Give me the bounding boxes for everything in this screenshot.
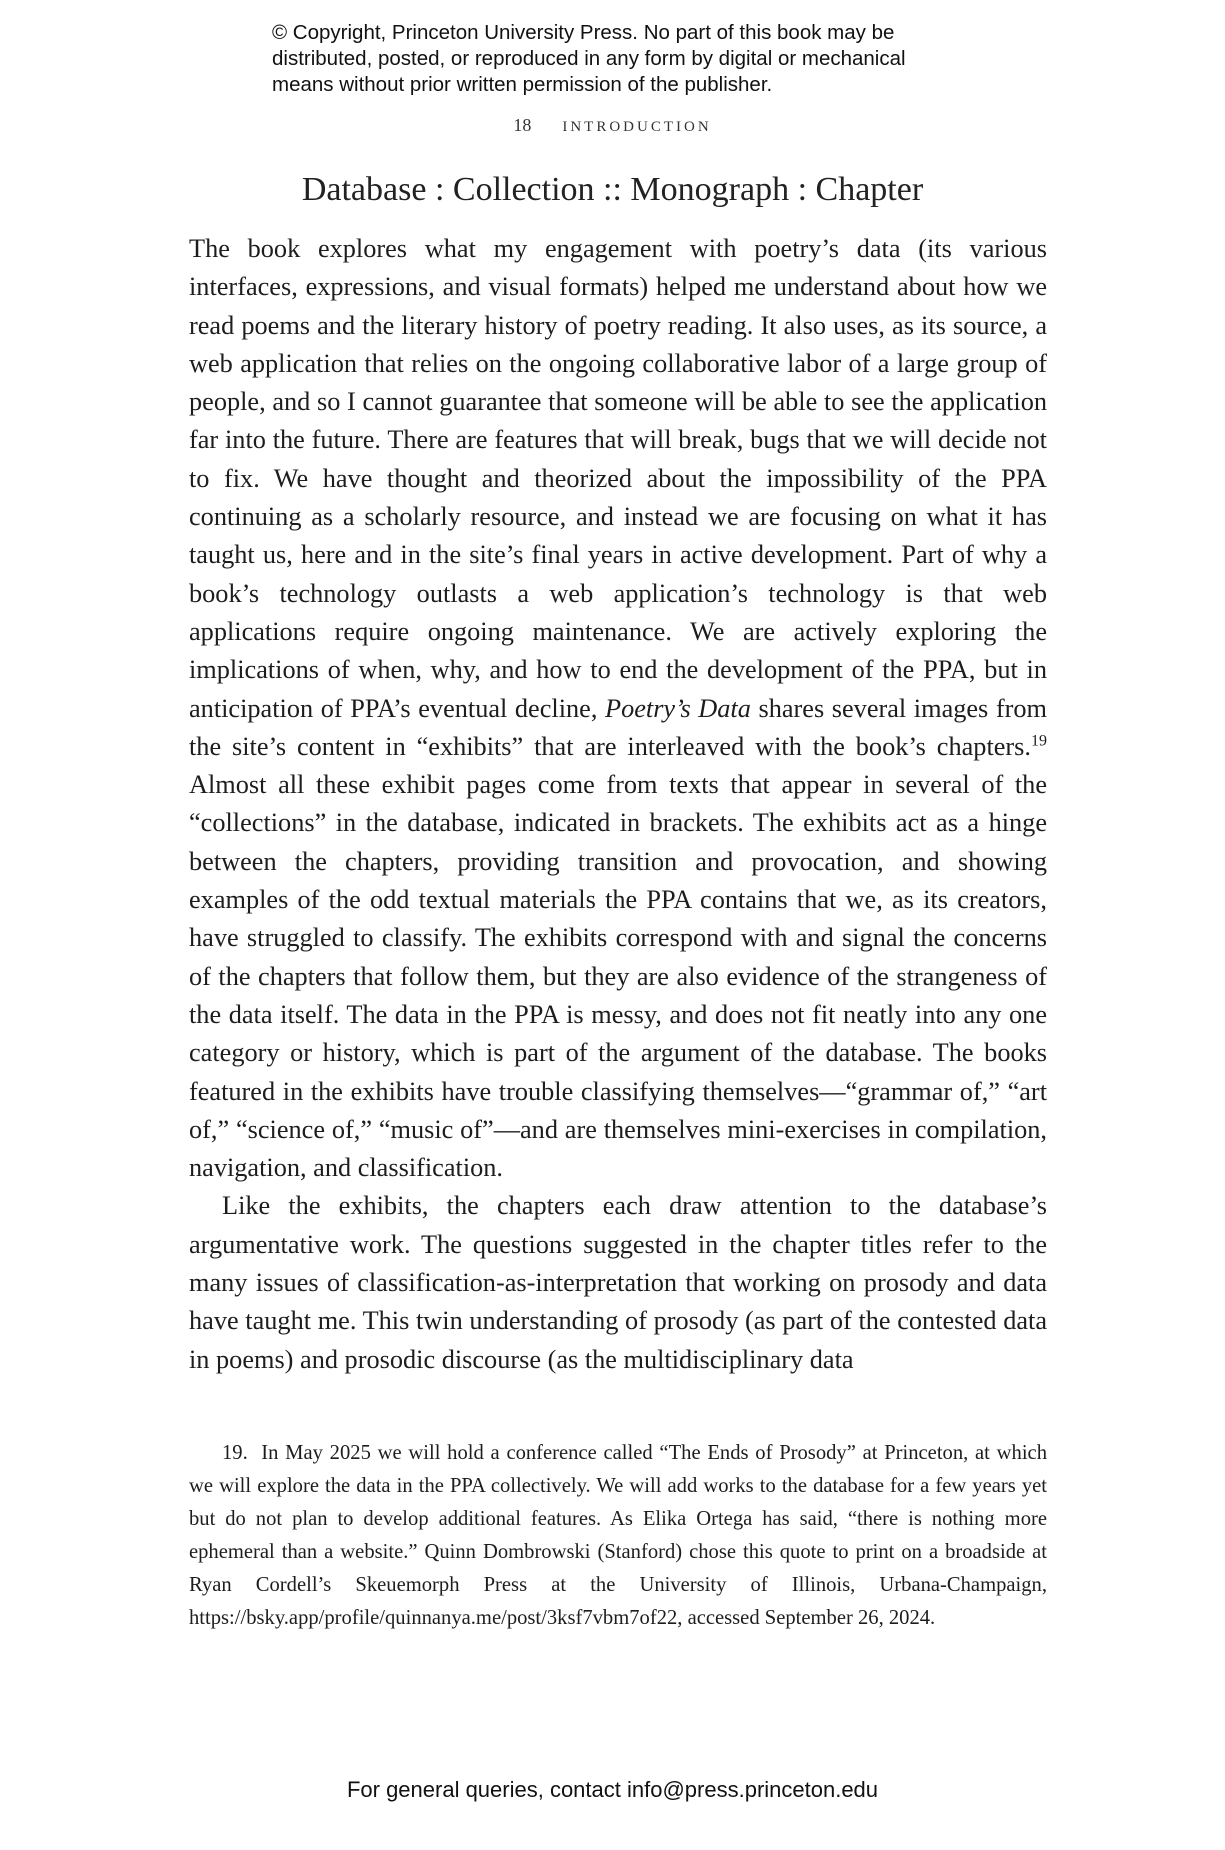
paragraph-2: Like the exhibits, the chapters each draw attention to the database’s argumentative work. The questions suggested in the chapter titles refer to the many issues of classification-as-interpretation that working on prosody and data have taught me. This twin understanding of prosody (as part of the contested data in poems) and prosodic discourse (as the multidisciplinary data [189,1191,1047,1374]
footnote-text: In May 2025 we will hold a conference called “The Ends of Prosody” at Princeton, at which we will explore the data in the PPA collectively. We will add works to the database for a few years yet but do not plan to develop additional features. As Elika Ortega has said, “there is nothing more ephemeral than a website.” Quinn Dombrowski (Stanford) chose this quote to print on a broadside at Ryan Cordell’s Skeuemorph Press at the University of Illinois, Urbana-Champaign, https://bsky.app/profile/quinnanya.me/post/3ksf7vbm7of22, accessed September 26, 2024. [189,1442,1047,1629]
section-title: Database : Collection :: Monograph : Chapter [301,171,924,208]
copyright-notice: © Copyright, Princeton University Press. No part of this book may be distributed, posted, or reproduced in any form by digital or mechanical means without prior written permission of the publisher. [272,21,906,96]
paragraph-1-text-a: The book explores what my engagement with poetry’s data (its various interfaces, expressions, and visual formats) helped me understand about how we read poems and the literary history of poetry reading. It also uses, as its source, a web application that relies on the ongoing collaborative labor of a large group of people, and so I cannot guarantee that someone will be able to see the application far into the future. There are features that will break, bugs that we will decide not to fix. We have thought and theorized about the impossibility of the PPA continuing as a scholarly resource, and instead we are focusing on what it has taught us, here and in the site’s final years in active development. Part of why a book’s technology outlasts a web application’s technology is that web applications require ongoing maintenance. We are actively exploring the implications of when, why, and how to end the development of the PPA, but in anticipation of PPA’s eventual decline, [189,234,1047,723]
footer-contact: For general queries, contact info@press.princeton.edu [346,1777,879,1802]
book-title-italic: Poetry’s Data [605,693,751,723]
paragraph-1 [189,230,1047,1187]
paragraph-1-text-b: shares several images from the site’s content in “exhibits” that are interleaved with the book’s chapters. [189,693,1047,761]
running-head-title: introduction [562,112,712,136]
paragraph-1-text-c: Almost all these exhibit pages come from texts that appear in several of the “collections” in the database, indicated in brackets. The exhibits act as a hinge between the chapters, providing transition and provocation, and showing examples of the odd textual materials the PPA contains that we, as its creators, have struggled to classify. The exhibits correspond with and signal the concerns of the chapters that follow them, but they are also evidence of the strangeness of the data itself. The data in the PPA is messy, and does not fit neatly into any one category or history, which is part of the argument of the database. The books featured in the exhibits have trouble classifying themselves—“grammar of,” “art of,” “science of,” “music of”—and are themselves mini-exercises in compilation, navigation, and classification. [189,770,1047,1183]
footnote-number: 19. [222,1442,248,1464]
page-number: 18 [513,115,532,135]
footnote-reference[interactable]: 19 [1031,732,1047,750]
body-text [189,230,1047,1379]
footnote-19 [189,1437,1047,1635]
running-head [0,112,1225,137]
